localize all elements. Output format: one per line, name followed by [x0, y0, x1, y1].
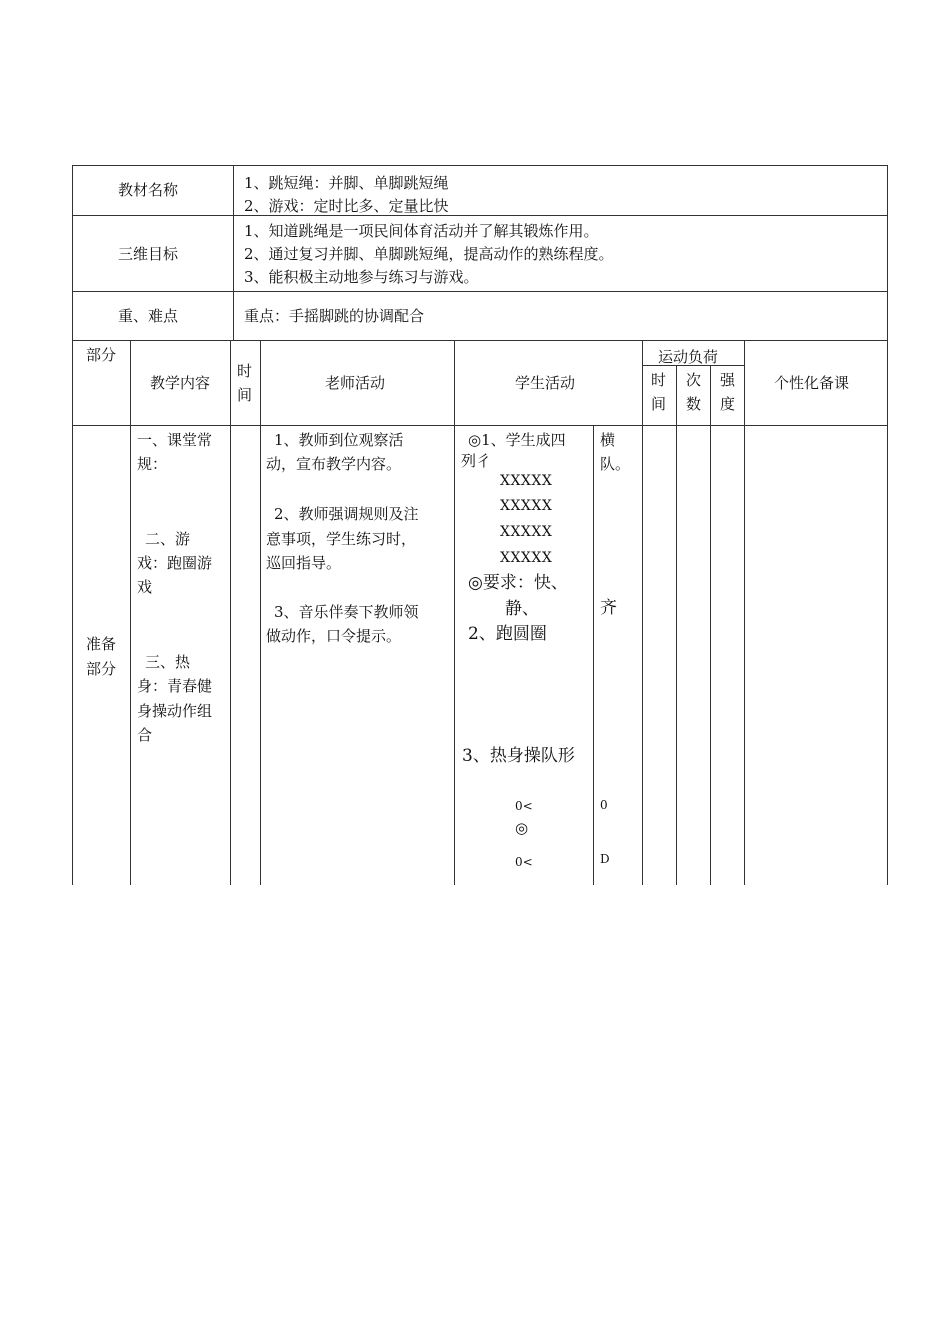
rule-header [72, 425, 888, 426]
col-part: 部分 [86, 346, 117, 364]
teacher-3-line-1: 3、音乐伴奏下教师领 [274, 603, 419, 621]
rule-col-load-time [676, 365, 677, 885]
key-points-text: 重点：手摇脚跳的协调配合 [244, 307, 425, 325]
content-2-line-3: 戏 [137, 578, 153, 596]
content-2-line-1: 二、游 [145, 530, 191, 548]
student-right-4: 0 [600, 798, 608, 812]
part-line-2: 部分 [86, 660, 117, 678]
goal-line-1: 1、知道跳绳是一项民间体育活动并了解其锻炼作用。 [244, 222, 599, 240]
rule-row2 [72, 291, 888, 292]
content-1-line-1: 一、课堂常 [137, 431, 213, 449]
student-warmup-formation: 3、热身操队形 [462, 746, 575, 766]
label-textbook: 教材名称 [118, 181, 179, 199]
formation-mark-3: 0< [515, 855, 533, 869]
teacher-3-line-2: 做动作，口令提示。 [266, 627, 402, 645]
content-2-line-2: 戏：跑圈游 [137, 554, 213, 572]
rule-col-load [744, 340, 745, 885]
rule-row3 [72, 340, 888, 341]
content-1-line-2: 规： [137, 455, 168, 473]
rule-col-teacher [454, 340, 455, 885]
col-load: 运动负荷 [658, 348, 719, 366]
teacher-2-line-1: 2、教师强调规则及注 [274, 505, 419, 523]
student-line-1: ◎1、学生成四 [468, 431, 566, 449]
col-load-count-1: 次 [686, 371, 702, 389]
formation-mark-1: 0< [515, 799, 533, 813]
part-line-1: 准备 [86, 635, 117, 653]
col-teacher: 老师活动 [325, 374, 386, 392]
student-run-circle: 2、跑圆圈 [468, 624, 547, 644]
rule-right [887, 165, 888, 885]
student-right-3: 齐 [600, 598, 617, 618]
formation-mark-2: ◎ [515, 819, 529, 837]
col-load-time-1: 时 [651, 371, 667, 389]
textbook-line-1: 1、跳短绳：并脚、单脚跳短绳 [244, 174, 449, 192]
content-3-line-3: 身操动作组 [137, 702, 213, 720]
student-requirement-2: 静、 [505, 599, 539, 619]
rule-col-load-count [710, 365, 711, 885]
teacher-2-line-3: 巡回指导。 [266, 554, 342, 572]
textbook-line-2: 2、游戏：定时比多、定量比快 [244, 197, 449, 215]
formation-row-1: XXXXX [500, 473, 553, 489]
goal-line-2: 2、通过复习并脚、单脚跳短绳，提高动作的熟练程度。 [244, 245, 614, 263]
teacher-1-line-2: 动，宣布教学内容。 [266, 455, 402, 473]
content-3-line-1: 三、热 [145, 653, 191, 671]
formation-row-2: XXXXX [500, 498, 553, 514]
rule-col-content [230, 340, 231, 885]
student-line-2: 列彳 [461, 452, 492, 470]
col-load-intensity-1: 强 [720, 371, 736, 389]
student-right-2: 队。 [600, 455, 631, 473]
label-goals: 三维目标 [118, 245, 179, 263]
col-load-intensity-2: 度 [720, 395, 736, 413]
rule-col-student [642, 340, 643, 885]
content-3-line-4: 合 [137, 726, 153, 744]
content-3-line-2: 身：青春健 [137, 677, 213, 695]
rule-label-divider [233, 165, 234, 340]
rule-col-part [130, 340, 131, 885]
col-content: 教学内容 [150, 374, 211, 392]
student-requirement-1: ◎要求：快、 [468, 573, 568, 593]
col-time-2: 间 [237, 386, 253, 404]
teacher-1-line-1: 1、教师到位观察活 [274, 431, 404, 449]
rule-col-student-split [593, 425, 594, 885]
teacher-2-line-2: 意事项，学生练习时， [266, 530, 417, 548]
col-time-1: 时 [237, 362, 253, 380]
col-student: 学生活动 [515, 374, 576, 392]
rule-col-time [260, 340, 261, 885]
rule-row1 [72, 215, 888, 216]
rule-top [72, 165, 888, 166]
student-right-1: 横 [600, 431, 616, 449]
formation-row-3: XXXXX [500, 524, 553, 540]
student-right-5: D [600, 852, 610, 866]
col-load-count-2: 数 [686, 395, 702, 413]
col-notes: 个性化备课 [774, 374, 850, 392]
rule-left [72, 165, 73, 885]
label-key-points: 重、难点 [118, 307, 179, 325]
goal-line-3: 3、能积极主动地参与练习与游戏。 [244, 268, 479, 286]
formation-row-4: XXXXX [500, 550, 553, 566]
col-load-time-2: 间 [651, 395, 667, 413]
